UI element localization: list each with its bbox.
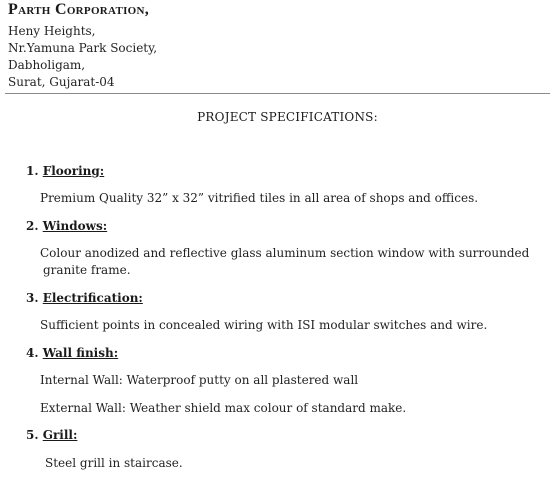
section-heading-windows bbox=[26, 219, 107, 233]
address-line-2: Nr.Yamuna Park Society, bbox=[8, 41, 158, 55]
page-title: PROJECT SPECIFICATIONS: bbox=[197, 110, 378, 124]
section-text-electrification: Sufficient points in concealed wiring with ISI modular switches and wire. bbox=[40, 318, 488, 332]
section-number: 4. bbox=[26, 346, 39, 360]
section-text-flooring: Premium Quality 32” x 32” vitrified tiles in all area of shops and offices. bbox=[40, 191, 479, 205]
section-number: 1. bbox=[26, 164, 39, 178]
section-number: 3. bbox=[26, 291, 39, 305]
section-number: 2. bbox=[26, 219, 39, 233]
address-line-3: Dabholigam, bbox=[8, 58, 86, 72]
address-line-4: Surat, Gujarat-04 bbox=[8, 75, 115, 89]
section-heading-grill bbox=[26, 428, 77, 442]
section-text-windows-2: granite frame. bbox=[43, 263, 131, 277]
section-number: 5. bbox=[26, 428, 39, 442]
section-label: Windows: bbox=[42, 219, 108, 233]
section-label: Electrification: bbox=[42, 291, 143, 305]
section-label: Grill: bbox=[42, 428, 78, 442]
section-text-internal-wall: Internal Wall: Waterproof putty on all plastered wall bbox=[40, 373, 359, 387]
section-text-windows-1: Colour anodized and reflective glass aluminum section window with surrounded bbox=[40, 246, 530, 260]
company-name: Parth Corporation, bbox=[8, 1, 150, 18]
section-heading-wall-finish bbox=[26, 346, 118, 360]
section-label: Flooring: bbox=[42, 164, 105, 178]
section-heading-flooring bbox=[26, 164, 104, 178]
section-text-external-wall: External Wall: Weather shield max colour of standard make. bbox=[40, 401, 407, 415]
section-heading-electrification bbox=[26, 291, 143, 305]
section-text-grill: Steel grill in staircase. bbox=[45, 456, 183, 470]
section-label: Wall finish: bbox=[42, 346, 119, 360]
address-line-1: Heny Heights, bbox=[8, 24, 96, 38]
header-divider bbox=[5, 93, 550, 94]
